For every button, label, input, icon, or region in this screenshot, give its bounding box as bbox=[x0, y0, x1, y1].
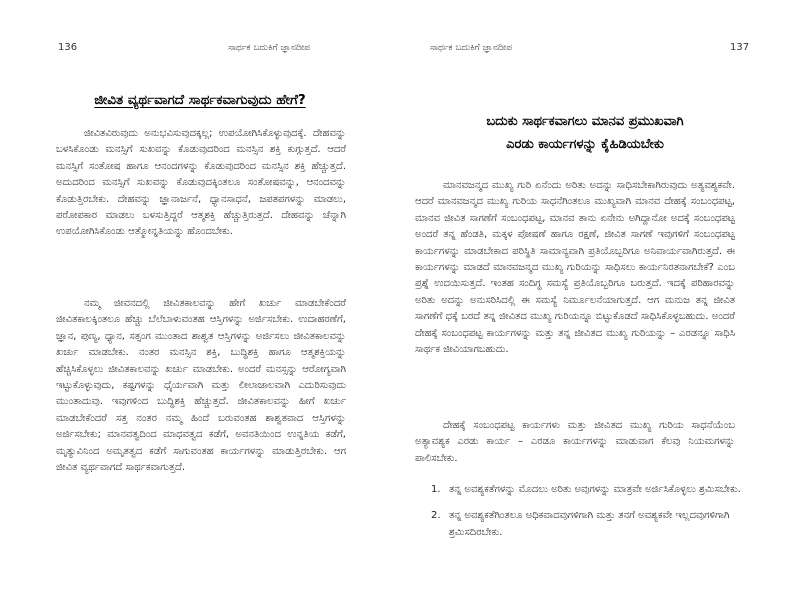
section-heading: ಜೀವಿತ ವ್ಯರ್ಥವಾಗದೆ ಸಾರ್ಥಕವಾಗುವುದು ಹೇಗೆ? bbox=[94, 92, 306, 108]
right-page bbox=[395, 0, 789, 600]
running-head: ಸಾರ್ಥಕ ಬದುಕಿಗೆ ಜ್ಞಾನದೀಪ bbox=[430, 43, 513, 53]
numbered-list bbox=[415, 482, 745, 551]
paragraph: ದೇಹಕ್ಕೆ ಸಂಬಂಧಪಟ್ಟ ಕಾರ್ಯಗಳು ಮತ್ತು ಜೀವಿತದ ಮುಖ್ಯ ಗುರಿಯ ಸಾಧನೆಯೆಂಬ ಅತ್ಯಾವಶ್ಯಕ ಎರಡು ಕಾರ್ಯ – ಎರಡೂ ಕಾರ್ಯಗಳನ್ನು ಮಾಡುವಾಗ ಕೆಲವು ನಿಯಮಗಳನ್ನು ಪಾಲಿಸಬೇಕು. bbox=[415, 420, 735, 464]
paragraph: ಮಾನವಜನ್ಮದ ಮುಖ್ಯ ಗುರಿ ಏನೆಂದು ಅರಿತು ಅದನ್ನು ಸಾಧಿಸಬೇಕಾಗಿರುವುದು ಅತ್ಯವಶ್ಯಕವೇ. ಆದರೆ ಮಾನವಜನ್ಮದ ಮುಖ್ಯ ಗುರಿಯ ಸಾಧನೆಗಿಂತಲೂ ಮುಖ್ಯವಾಗಿ ಮಾನವ ದೇಹಕ್ಕೆ ಸಂಬಂಧಪಟ್ಟ, ಮಾನವ ಜೀವಿತ ಸಾಗಣೆಗೆ ಸಂಬಂಧಪಟ್ಟ, ಮಾನವ ತಾನು ಏನೇನು ಅಗಿದ್ದಾನೋ ಅದಕ್ಕೆ ಸಂಬಂಧಪಟ್ಟ ಅಂದರೆ ತನ್ನ ಹೆಂಡತಿ, ಮಕ್ಕಳ ಪೋಷಣೆ ಹಾಗೂ ರಕ್ಷಣೆ, ಜೀವಿತ ಸಾಗಣೆ ಇವುಗಳಿಗೆ ಸಂಬಂಧಪಟ್ಟ ಕಾರ್ಯಗಳನ್ನು ಮಾಡಬೇಕಾದ ಪರಿಸ್ಥಿತಿ ಸಾಮಾನ್ಯವಾಗಿ ಪ್ರತಿಯೊಬ್ಬರಿಗೂ ಅನಿವಾರ್ಯವಾಗಿರುತ್ತದೆ. ಈ ಕಾರ್ಯಗಳನ್ನು ಮಾಡದೆ ಮಾನವಜನ್ಮದ ಮುಖ್ಯ ಗುರಿಯನ್ನು ಸಾಧಿಸಲು ಕಾರ್ಯನಿರತನಾಗಬೇಕೆ? ಎಂಬ ಪ್ರಶ್ನೆ ಉದಯಿಸುತ್ತದೆ. ಇಂತಹ ಸಂದಿಗ್ಧ ಸಮಸ್ಯೆ ಪ್ರತಿಯೊಬ್ಬರಿಗೂ ಬರುತ್ತದೆ. ಇದಕ್ಕೆ ಪರಿಹಾರವನ್ನು ಅರಿತು ಅದನ್ನು ಅನುಸರಿಸಿದಲ್ಲಿ ಈ ಸಮಸ್ಯೆ ನಿರ್ಮೂಲನೆಯಾಗುತ್ತದೆ. ಆಗ ಮನುಜ ತನ್ನ ಜೀವಿತ ಸಾಗಣೆಗೆ ಧಕ್ಕೆ ಬರದೆ ತನ್ನ ಜೀವಿತದ ಮುಖ್ಯ ಗುರಿಯನ್ನೂ ಬಿಟ್ಟುಕೊಡದೆ ಸಾಧಿಸಿಕೊಳ್ಳಬಹುದು. ಅಂದರೆ ದೇಹಕ್ಕೆ ಸಂಬಂಧಪಟ್ಟ ಕಾರ್ಯಗಳನ್ನು ಮತ್ತು ತನ್ನ ಜೀವಿತದ ಮುಖ್ಯ ಗುರಿಯನ್ನು – ಎರಡನ್ನೂ ಸಾಧಿಸಿ ಸಾರ್ಥಕ ಜೀವಿಯಾಗಬಹುದು. bbox=[415, 180, 735, 356]
heading-line: ಬದುಕು ಸಾರ್ಥಕವಾಗಲು ಮಾನವ ಪ್ರಮುಖವಾಗಿ bbox=[486, 114, 684, 129]
list-item-number: 2. bbox=[431, 510, 441, 522]
page-number: 137 bbox=[730, 42, 750, 53]
list-item-text: ತನ್ನ ಅವಶ್ಯಕತೆಗಿಂತಲೂ ಅಧಿಕವಾದವುಗಳಿಗಾಗಿ ಮತ್ತು ತನಗೆ ಅವಶ್ಯಕವೇ ಇಲ್ಲದವುಗಳಿಗಾಗಿ ಶ್ರಮಿಸದಿರಬೇಕು. bbox=[449, 510, 730, 538]
list-item bbox=[415, 482, 745, 498]
heading-line: ಎರಡು ಕಾರ್ಯಗಳನ್ನು ಕೈಹಿಡಿಯಬೇಕು bbox=[506, 137, 664, 152]
paragraph: ನಮ್ಮ ಜೀವನದಲ್ಲಿ ಜೀವಿತಕಾಲವನ್ನು ಹೇಗೆ ಖರ್ಚು ಮಾಡಬೇಕೆಂದರೆ ಜೀವಿತಕಾಲಕ್ಕಿಂತಲೂ ಹೆಚ್ಚು ಬೆಲೆಬಾಳುವಂತಹ ಆಸ್ತಿಗಳನ್ನು ಅರ್ಜಿಸಬೇಕು. ಉದಾಹರಣೆಗೆ, ಜ್ಞಾನ, ಪುಣ್ಯ, ಧ್ಯಾನ, ಸತ್ಸಂಗ ಮುಂತಾದ ಶಾಶ್ವತ ಆಸ್ತಿಗಳನ್ನು ಅರ್ಜಿಸಲು ಜೀವಿತಕಾಲವನ್ನು ಖರ್ಚು ಮಾಡಬೇಕು. ನಂತರ ಮನಸ್ಸಿನ ಶಕ್ತಿ, ಬುದ್ಧಿಶಕ್ತಿ ಹಾಗೂ ಆತ್ಮಶಕ್ತಿಯನ್ನು ಹೆಚ್ಚಿಸಿಕೊಳ್ಳಲು ಜೀವಿತಕಾಲವನ್ನು ಖರ್ಚು ಮಾಡಬೇಕು. ಅಂದರೆ ಮನಸ್ಸನ್ನು ಆರೋಗ್ಯವಾಗಿ ಇಟ್ಟುಕೊಳ್ಳುವುದು, ಕಷ್ಟಗಳನ್ನು ಧೈರ್ಯವಾಗಿ ಮತ್ತು ಲೀಲಾಜಾಲವಾಗಿ ಎದುರಿಸುವುದು ಮುಂತಾದುವು. ಇವುಗಳಿಂದ ಬುದ್ಧಿಶಕ್ತಿ ಹೆಚ್ಚುತ್ತದೆ. ಜೀವಿತಕಾಲವನ್ನು ಹೀಗೆ ಖರ್ಚು ಮಾಡಬೇಕೆಂದರೆ ಸತ್ತ ನಂತರ ನಮ್ಮ ಹಿಂದೆ ಬರುವಂತಹ ಶಾಶ್ವತವಾದ ಆಸ್ತಿಗಳನ್ನು ಅರ್ಜಿಸಬೇಕು; ಮಾನವತ್ವದಿಂದ ಮಾಧವತ್ವದ ಕಡೆಗೆ, ಅವನತಿಯಿಂದ ಉನ್ನತಿಯ ಕಡೆಗೆ, ಮೃತ್ಯುವಿನಿಂದ ಅಮೃತತ್ವದ ಕಡೆಗೆ ಸಾಗುವಂತಹ ಕಾರ್ಯಗಳನ್ನು ಮಾಡುತ್ತಿರಬೇಕು. ಆಗ ಜೀವಿತ ವ್ಯರ್ಥವಾಗದೆ ಸಾರ್ಥಕವಾಗುತ್ತದೆ. bbox=[56, 298, 346, 474]
section-heading bbox=[415, 110, 755, 156]
list-item-number: 1. bbox=[431, 484, 441, 495]
page-number: 136 bbox=[58, 42, 78, 53]
left-page bbox=[0, 0, 394, 600]
list-item-text: ತನ್ನ ಅವಶ್ಯಕತೆಗಳನ್ನು ಮೊದಲು ಅರಿತು ಅವುಗಳನ್ನು ಮಾತ್ರವೇ ಅರ್ಜಿಸಿಕೊಳ್ಳಲು ಶ್ರಮಿಸಬೇಕು. bbox=[449, 484, 741, 495]
list-item bbox=[415, 508, 745, 541]
running-head: ಸಾರ್ಥಕ ಬದುಕಿಗೆ ಜ್ಞಾನದೀಪ bbox=[228, 43, 311, 53]
paragraph: ಜೀವಿತವಿರುವುದು ಅನುಭವಿಸುವುದಕ್ಕಲ್ಲ; ಉಪಯೋಗಿಸಿಕೊಳ್ಳುವುದಕ್ಕೆ. ದೇಹವನ್ನು ಬಳಸಿಕೊಂಡು ಮನಸ್ಸಿಗೆ ಸುಖವನ್ನು ಕೊಡುವುದರಿಂದ ಮನಸ್ಸಿನ ಶಕ್ತಿ ಕುಗ್ಗುತ್ತದೆ. ಆದರೆ ಮನಸ್ಸಿಗೆ ಸಂತೋಷ ಹಾಗೂ ಆನಂದಗಳನ್ನು ಕೊಡುವುದರಿಂದ ಮನಸ್ಸಿನ ಶಕ್ತಿ ಹೆಚ್ಚುತ್ತದೆ. ಅದುದರಿಂದ ಮನಸ್ಸಿಗೆ ಸುಖವನ್ನು ಕೊಡುವುದಕ್ಕಿಂತಲೂ ಸಂತೋಷವನ್ನು, ಆನಂದವನ್ನು ಕೊಡುತ್ತಿರಬೇಕು. ದೇಹವನ್ನು ಜ್ಞಾನಾರ್ಜನೆ, ಧ್ಯಾನಸಾಧನೆ, ಜಪತಪಗಳನ್ನು ಮಾಡಲು, ಪರೋಪಕಾರ ಮಾಡಲು ಬಳಸುತ್ತಿದ್ದರೆ ಆತ್ಮಶಕ್ತಿ ಹೆಚ್ಚುತ್ತಿರುತ್ತದೆ. ದೇಹವನ್ನು ಚೆನ್ನಾಗಿ ಉಪಯೋಗಿಸಿಕೊಂಡು ಆತ್ಮೋನ್ನತಿಯನ್ನು ಹೊಂದಬೇಕು. bbox=[56, 128, 346, 238]
